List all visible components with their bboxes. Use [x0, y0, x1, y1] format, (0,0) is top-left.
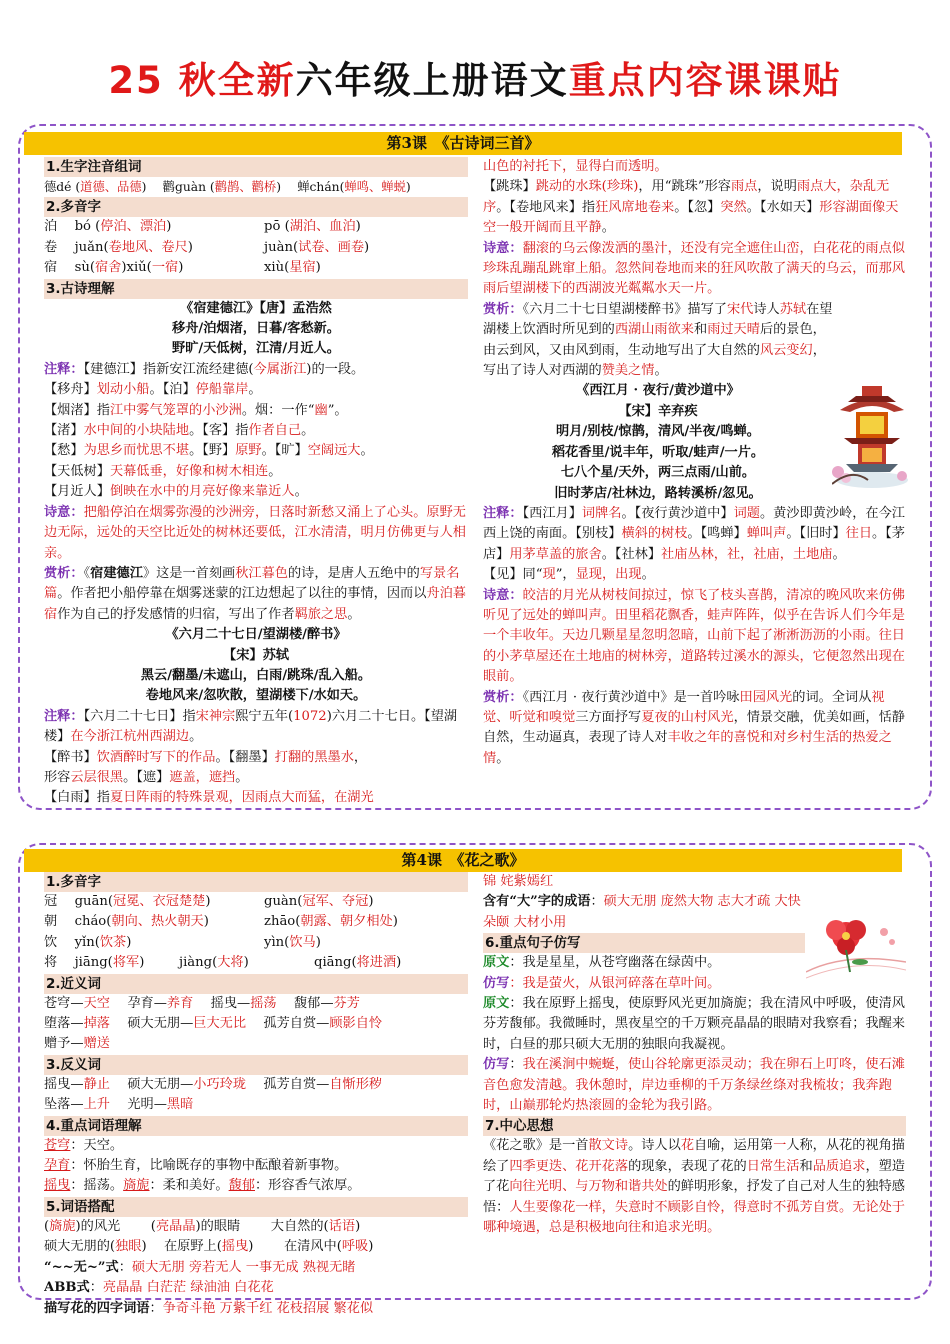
collocation-continued: 锦 姹紫嫣红	[483, 874, 554, 889]
lesson3-left-column	[44, 157, 468, 809]
polyphone-row: 宿 sù(宿舍)xiǔ(一宿) xiù(星宿)	[44, 260, 321, 276]
lesson4-left-column	[44, 872, 468, 1319]
annotation: 【月近人】倒映在水中的月亮好像来靠近人。	[44, 484, 308, 500]
polyphone-row: 将 jiāng(将军) jiàng(大将) qiāng(将进酒)	[44, 955, 402, 971]
annotation: 注释：【六月二十七日】指宋神宗熙宁五年(1072)六月二十七日。【望湖楼】在今浙江杭州西湖边。	[44, 708, 458, 745]
annotation: 【渚】水中间的小块陆地。【客】指作者自己。	[44, 423, 315, 439]
poem-meaning: 诗意：翻滚的乌云像泼洒的墨汁，还没有完全遮住山峦，白花花的雨点似珍珠乱蹦乱跳窜上船。忽然间卷地而来的狂风吹散了满天的乌云，而那风雨后望湖楼下的西湖波光粼粼水天一片。	[483, 240, 905, 297]
poem-line: 野旷/天低树，江清/月近人。	[172, 341, 340, 357]
section-heading: 5.词语搭配	[44, 1197, 468, 1217]
poem-meaning: 诗意：皎洁的月光从树枝间掠过，惊飞了枝头喜鹊，清凉的晚风吹来仿佛听见了远处的蝉叫声。田里稻花飘香，蛙声阵阵，似乎在告诉人们今年是一个丰收年。天边几颗星星忽明忽暗，山前下起了淅淅沥沥的小雨。往日的小茅草屋还在土地庙的树林旁，道路转过溪水的源头，它便忽然出现在眼前。	[483, 587, 905, 685]
lesson3-header: 第3课 《古诗词三首》	[24, 132, 902, 155]
synonym-row: 赠予—赠送	[44, 1036, 110, 1052]
synonym-row: 苍穹—天空 孕育—养育 摇曳—摇荡 馥郁—芬芳	[44, 995, 360, 1011]
poem-author: 【宋】苏轼	[223, 647, 289, 663]
polyphone-row: 卷 juǎn(卷地风、卷尺) juàn(试卷、画卷)	[44, 239, 370, 255]
word-meaning: 苍穹：天空。	[44, 1137, 124, 1153]
poem-line: 移舟/泊烟渚，日暮/客愁新。	[172, 321, 340, 337]
idiom-row: 含有“大”字的成语：硕大无朋 庞然大物 志大才疏 大快朵颐 大材小用	[483, 894, 801, 930]
section-heading: 2.近义词	[44, 974, 468, 994]
poem-appreciation: 赏析：《宿建德江》这是一首刻画秋江暮色的诗，是唐人五绝中的写景名篇。作者把小船停靠在烟雾迷蒙的江边想起了以往的事情，因而以舟泊暮宿作为自己的抒发感情的归宿，写出了作者羁旅之思。	[44, 565, 466, 622]
sentence-original: 原文：我是星星，从苍穹幽落在绿茵中。	[483, 955, 721, 971]
pavilion-illustration	[832, 380, 912, 490]
sentence-imitation: 仿写：我是萤火，从银河碎落在草叶间。	[483, 975, 721, 991]
annotation: 注释：【建德江】指新安江流经建德(今属浙江)的一段。	[44, 361, 365, 377]
annotation: 【跳珠】跳动的水珠(珍珠)，用“跳珠”形容雨点，说明雨点大，杂乱无序。【卷地风来】指狂风席地卷来。【忽】突然。【水如天】形容湖面像天空一般开阔而且平静。	[483, 179, 899, 236]
central-idea: 《花之歌》是一首散文诗。诗人以花自喻，运用第一人称，从花的视角描绘了四季更迭、花开花落的现象，表现了花的日常生活和品质追求，塑造了花向往光明、与万物和谐共处的鲜明形象，抒发了自己对人生的独特感悟：人生要像花一样，失意时不顾影自怜，得意时不孤芳自赏。无论处于哪种境遇，总是积极地向往和追求光明。	[483, 1138, 905, 1236]
lesson4-header: 第4课 《花之歌》	[24, 849, 902, 872]
antonym-row: 坠落—上升 光明—黑暗	[44, 1097, 194, 1113]
polyphone-row: 冠 guān(冠冕、衣冠楚楚) guàn(冠军、夺冠)	[44, 894, 374, 909]
poem-appreciation: 赏析：《西江月 · 夜行黄沙道中》是一首吟咏田园风光的词。全词从视觉、听觉和嗅觉三方面抒写夏夜的山村风光，情景交融，优美如画，恬静自然，生动逼真，表现了诗人对丰收之年的喜悦和对乡村生活的热爱之情。	[483, 689, 905, 766]
word-meaning: 孕育：怀胎生育，比喻既存的事物中酝酿着新事物。	[44, 1158, 348, 1174]
poem-title: 《六月二十七日/望湖楼/醉书》	[165, 627, 347, 643]
polyphone-row: 饮 yǐn(饮茶) yìn(饮马)	[44, 934, 321, 950]
flower-illustration	[806, 912, 906, 984]
poem-line: 七八个星/天外，两三点雨/山前。	[560, 465, 756, 481]
poem-appreciation: 赏析：《六月二十七日望湖楼醉书》描写了宋代诗人苏轼在望湖楼上饮酒时所见到的西湖山雨欲来和雨过天晴后的景色，由云到风，又由风到雨，生动地写出了大自然的风云变幻，写出了诗人对西湖的赞美之情。	[483, 301, 833, 379]
poem-meaning: 诗意：把船停泊在烟雾弥漫的沙洲旁，日落时新愁又涌上了心头。原野无边无际，远处的天空比近处的树林还要低，江水清清，明月仿佛更与人相亲。	[44, 504, 466, 561]
collocation-row: 硕大无朋的(独眼) 在原野上(摇曳) 在清风中(呼吸)	[44, 1239, 374, 1255]
sentence-original: 原文：我在原野上摇曳，使原野风光更加旖旎；我在清风中呼吸，使清风芬芳馥郁。我微睡时，黑夜星空的千万颗亮晶晶的眼睛对我察看；我醒来时，白昼的那只硕大无朋的独眼向我凝视。	[483, 996, 905, 1052]
collocation-row: (旖旎)的风光 (亮晶晶)的眼睛 大自然的(话语)	[44, 1218, 361, 1234]
poem-author: 【宋】辛弃疾	[618, 403, 698, 419]
annotation: 【烟渚】指江中雾气笼罩的小沙洲。烟：一作“幽”。	[44, 402, 348, 418]
section-heading: 3.反义词	[44, 1055, 468, 1075]
annotation: 注释：【西江月】词牌名。【夜行黄沙道中】词题。黄沙即黄沙岭，在今江西上饶的南面。【别枝】横斜的树枝。【鸣蝉】蝉叫声。【旧时】往日。【茅店】用茅草盖的旅舍。【社林】社庙丛林，社，社庙，土地庙。	[483, 505, 905, 562]
poem-line: 黑云/翻墨/未遮山，白雨/跳珠/乱入船。	[140, 667, 372, 683]
annotation-continued: 山色的衬托下，显得白而透明。	[483, 159, 668, 174]
annotation: 【愁】为思乡而忧思不堪。【野】原野。【旷】空阔远大。	[44, 443, 374, 459]
annotation: 【天低树】天幕低垂，好像和树木相连。	[44, 463, 282, 479]
poem-title: 《宿建德江》【唐】孟浩然	[180, 300, 332, 316]
sentence-imitation: 仿写：我在溪涧中蜿蜒，使山谷轮廓更添灵动；我在卵石上叮咚，使石滩音色愈发清越。我休憩时，岸边垂柳的千万条绿丝绦对我梳妆；我奔跑时，山巅那轮灼热滚圆的金轮为我引路。	[483, 1057, 905, 1114]
section-heading: 1.生字注音组词	[44, 157, 468, 177]
section-heading: 1.多音字	[44, 872, 468, 892]
poem-line: 卷地风来/忽吹散，望湖楼下/水如天。	[145, 688, 367, 704]
section-heading: 2.多音字	[44, 197, 468, 217]
collocation-row: ABB式：亮晶晶 白茫茫 绿油油 白花花	[44, 1280, 274, 1296]
annotation: 【见】同“现”，显现，出现。	[483, 567, 655, 583]
annotation: 形容云层很黑。【遮】遮盖，遮挡。	[44, 769, 249, 785]
synonym-row: 堕落—掉落 硕大无朋—巨大无比 孤芳自赏—顾影自怜	[44, 1016, 383, 1032]
poem-title: 《西江月 · 夜行/黄沙道中》	[576, 383, 740, 399]
annotation: 【醉书】饮酒醉时写下的作品。【翻墨】打翻的黑墨水，	[44, 749, 368, 765]
polyphone-row: 泊 bó (停泊、漂泊) pō (湖泊、血泊)	[44, 219, 361, 235]
poem-line: 旧时茅店/社林边，路转溪桥/忽见。	[554, 485, 762, 501]
section-heading: 4.重点词语理解	[44, 1116, 468, 1136]
section-heading: 3.古诗理解	[44, 279, 468, 299]
collocation-row: “~~无~”式：硕大无朋 旁若无人 一事无成 熟视无睹	[44, 1259, 356, 1275]
word-meaning: 摇曳：摇荡。旖旎：柔和美好。馥郁：形容香气浓厚。	[44, 1178, 361, 1194]
collocation-row: 描写花的四字词语：争奇斗艳 万紫千红 花枝招展 繁花似	[44, 1300, 374, 1316]
pinyin-line: 德dé (道德、品德) 鹳guàn (鹳鹊、鹳桥) 蝉chán(蝉鸣、蝉蜕)	[44, 180, 411, 194]
poem-line: 明月/别枝/惊鹊，清风/半夜/鸣蝉。	[556, 424, 760, 440]
section-heading: 7.中心思想	[483, 1116, 906, 1136]
poem-line: 稻花香里/说丰年，听取/蛙声/一片。	[551, 444, 765, 460]
antonym-row: 摇曳—静止 硕大无朋—小巧玲珑 孤芳自赏—自惭形秽	[44, 1076, 383, 1092]
annotation: 【移舟】划动小船。【泊】停船靠岸。	[44, 382, 262, 398]
section-heading: 6.重点句子仿写	[483, 933, 805, 953]
polyphone-row: 朝 cháo(朝向、热火朝天) zhāo(朝露、朝夕相处)	[44, 914, 398, 930]
page-title: 25 秋全新六年级上册语文重点内容课课贴	[108, 59, 842, 102]
annotation: 【白雨】指夏日阵雨的特殊景观，因雨点大而猛，在湖光	[44, 790, 374, 806]
